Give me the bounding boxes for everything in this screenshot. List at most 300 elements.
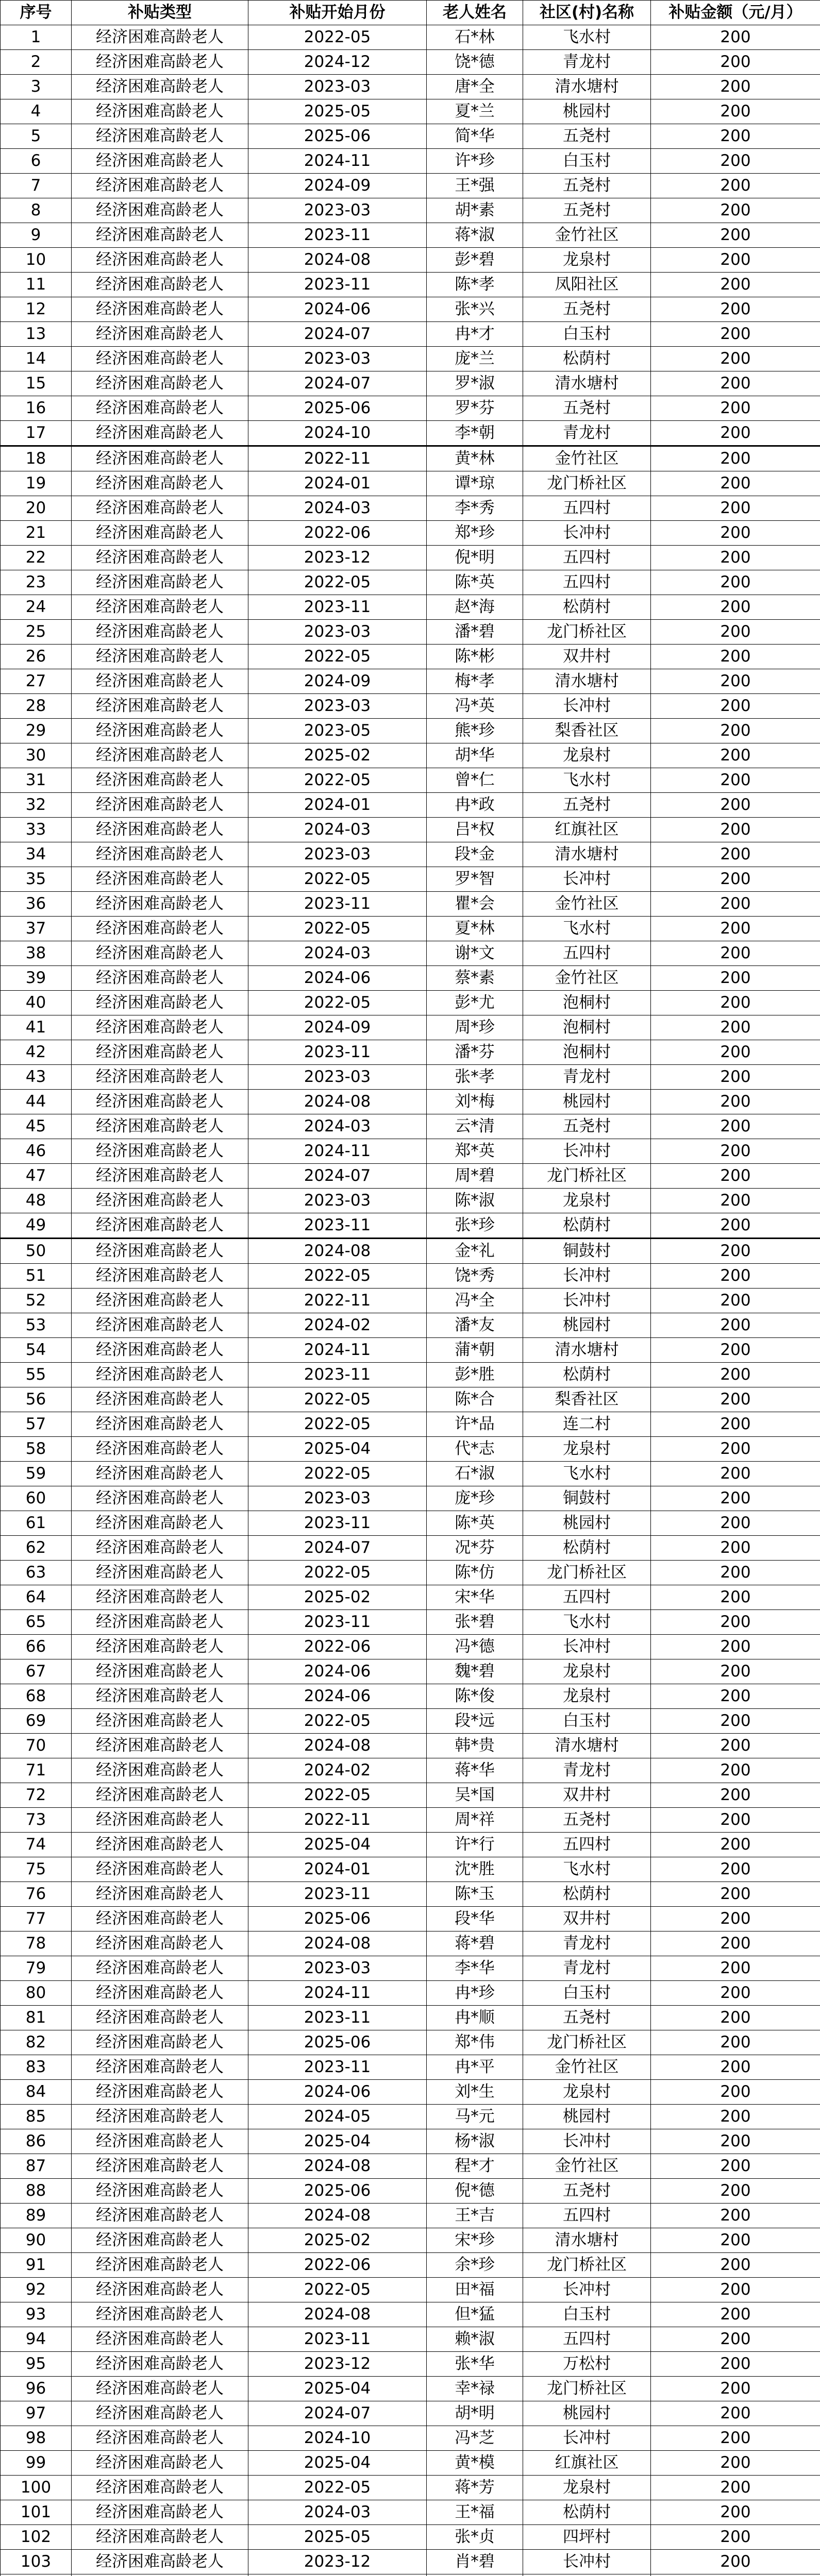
cell-serial-number: 52 <box>1 1289 72 1313</box>
table-row <box>1 793 820 818</box>
cell-subsidy-type: 经济困难高龄老人 <box>72 1015 248 1040</box>
cell-serial-number: 68 <box>1 1684 72 1709</box>
table-row <box>1 892 820 917</box>
header-serial-number: 序号 <box>1 1 72 25</box>
table-row <box>1 446 820 471</box>
cell-elder-name: 陈*英 <box>427 570 523 595</box>
table-row <box>1 1536 820 1561</box>
cell-start-month: 2023-03 <box>248 1486 427 1511</box>
cell-start-month: 2023-11 <box>248 595 427 620</box>
cell-subsidy-amount: 200 <box>651 1239 820 1264</box>
cell-subsidy-amount: 200 <box>651 2550 820 2574</box>
cell-subsidy-amount: 200 <box>651 198 820 223</box>
cell-community-name: 长冲村 <box>523 2426 651 2451</box>
cell-subsidy-type: 经济困难高龄老人 <box>72 1114 248 1139</box>
cell-serial-number: 87 <box>1 2154 72 2179</box>
table-row <box>1 198 820 223</box>
cell-subsidy-amount: 200 <box>651 521 820 546</box>
cell-elder-name: 刘*生 <box>427 2080 523 2105</box>
cell-community-name: 金竹社区 <box>523 966 651 991</box>
cell-subsidy-amount: 200 <box>651 546 820 570</box>
cell-serial-number: 73 <box>1 1808 72 1833</box>
cell-serial-number: 43 <box>1 1065 72 1090</box>
cell-community-name: 长冲村 <box>523 1289 651 1313</box>
cell-elder-name: 张*碧 <box>427 1610 523 1635</box>
table-row <box>1 1139 820 1164</box>
cell-serial-number: 78 <box>1 1931 72 1956</box>
cell-subsidy-amount: 200 <box>651 1387 820 1412</box>
cell-start-month: 2022-05 <box>248 768 427 793</box>
cell-serial-number: 75 <box>1 1857 72 1882</box>
cell-elder-name: 王*吉 <box>427 2204 523 2228</box>
cell-serial-number: 36 <box>1 892 72 917</box>
cell-elder-name: 彭*碧 <box>427 248 523 273</box>
cell-elder-name: 唐*全 <box>427 75 523 99</box>
cell-subsidy-type: 经济困难高龄老人 <box>72 1437 248 1462</box>
cell-community-name: 长冲村 <box>523 2550 651 2574</box>
cell-serial-number: 67 <box>1 1659 72 1684</box>
cell-start-month: 2023-11 <box>248 1213 427 1239</box>
cell-subsidy-type: 经济困难高龄老人 <box>72 25 248 50</box>
cell-elder-name: 李*朝 <box>427 421 523 446</box>
cell-subsidy-type: 经济困难高龄老人 <box>72 1857 248 1882</box>
cell-serial-number: 7 <box>1 174 72 198</box>
cell-elder-name: 赵*海 <box>427 595 523 620</box>
cell-start-month: 2022-05 <box>248 2476 427 2500</box>
cell-subsidy-type: 经济困难高龄老人 <box>72 446 248 471</box>
cell-subsidy-type: 经济困难高龄老人 <box>72 941 248 966</box>
cell-start-month: 2022-11 <box>248 446 427 471</box>
cell-elder-name: 石*淑 <box>427 1462 523 1486</box>
table-row <box>1 496 820 521</box>
cell-start-month: 2022-05 <box>248 25 427 50</box>
cell-start-month: 2024-11 <box>248 1981 427 2006</box>
cell-serial-number: 101 <box>1 2500 72 2525</box>
cell-subsidy-amount: 200 <box>651 1090 820 1114</box>
cell-start-month: 2025-06 <box>248 124 427 149</box>
table-row <box>1 1610 820 1635</box>
cell-serial-number <box>1 2574 72 2576</box>
cell-elder-name: 瞿*会 <box>427 892 523 917</box>
cell-subsidy-type: 经济困难高龄老人 <box>72 1783 248 1808</box>
cell-serial-number: 79 <box>1 1956 72 1981</box>
cell-subsidy-amount: 200 <box>651 2278 820 2302</box>
table-row <box>1 1585 820 1610</box>
cell-serial-number: 90 <box>1 2228 72 2253</box>
cell-start-month: 2025-04 <box>248 2129 427 2154</box>
cell-start-month: 2023-11 <box>248 1040 427 1065</box>
cell-subsidy-type: 经济困难高龄老人 <box>72 1833 248 1857</box>
cell-subsidy-amount: 200 <box>651 1363 820 1387</box>
cell-community-name: 金竹社区 <box>523 446 651 471</box>
cell-subsidy-amount: 200 <box>651 75 820 99</box>
cell-serial-number: 59 <box>1 1462 72 1486</box>
cell-serial-number: 65 <box>1 1610 72 1635</box>
table-row <box>1 1065 820 1090</box>
cell-start-month: 2022-05 <box>248 1412 427 1437</box>
table-row <box>1 2476 820 2500</box>
cell-start-month: 2022-05 <box>248 917 427 941</box>
cell-start-month: 2023-12 <box>248 546 427 570</box>
cell-serial-number: 76 <box>1 1882 72 1907</box>
table-row <box>1 669 820 694</box>
cell-community-name: 飞水村 <box>523 1610 651 1635</box>
cell-start-month: 2022-05 <box>248 1387 427 1412</box>
cell-start-month: 2023-03 <box>248 620 427 645</box>
table-row <box>1 1659 820 1684</box>
cell-subsidy-type: 经济困难高龄老人 <box>72 2204 248 2228</box>
cell-start-month: 2025-04 <box>248 1437 427 1462</box>
cell-start-month: 2025-06 <box>248 2179 427 2204</box>
cell-community-name: 长冲村 <box>523 1264 651 1289</box>
cell-subsidy-amount: 200 <box>651 297 820 322</box>
cell-subsidy-amount: 200 <box>651 2426 820 2451</box>
cell-start-month: 2024-03 <box>248 818 427 842</box>
cell-start-month: 2024-11 <box>248 149 427 174</box>
table-row <box>1 50 820 75</box>
cell-subsidy-amount: 200 <box>651 1635 820 1659</box>
table-row <box>1 620 820 645</box>
cell-community-name: 青龙村 <box>523 1758 651 1783</box>
table-row <box>1 1635 820 1659</box>
cell-community-name: 五四村 <box>523 941 651 966</box>
table-row <box>1 297 820 322</box>
cell-serial-number: 38 <box>1 941 72 966</box>
table-row <box>1 1857 820 1882</box>
table-row <box>1 2401 820 2426</box>
cell-subsidy-amount: 200 <box>651 223 820 248</box>
cell-start-month: 2022-05 <box>248 645 427 669</box>
cell-subsidy-amount: 200 <box>651 2154 820 2179</box>
cell-subsidy-amount: 200 <box>651 471 820 496</box>
cell-community-name: 长冲村 <box>523 2129 651 2154</box>
cell-serial-number: 88 <box>1 2179 72 2204</box>
cell-subsidy-amount: 200 <box>651 669 820 694</box>
cell-serial-number: 27 <box>1 669 72 694</box>
cell-community-name: 飞水村 <box>523 1857 651 1882</box>
cell-community-name: 龙泉村 <box>523 743 651 768</box>
cell-elder-name: 潘*碧 <box>427 620 523 645</box>
cell-elder-name: 冉*平 <box>427 2055 523 2080</box>
cell-start-month: 2024-02 <box>248 1758 427 1783</box>
cell-community-name: 桃园村 <box>523 1511 651 1536</box>
cell-community-name: 松荫村 <box>523 1536 651 1561</box>
cell-serial-number: 21 <box>1 521 72 546</box>
cell-elder-name: 冉*才 <box>427 322 523 347</box>
table-row <box>1 2451 820 2476</box>
table-row <box>1 2302 820 2327</box>
cell-subsidy-type: 经济困难高龄老人 <box>72 2154 248 2179</box>
cell-community-name: 松荫村 <box>523 595 651 620</box>
cell-elder-name: 余*珍 <box>427 2253 523 2278</box>
table-row <box>1 1437 820 1462</box>
cell-subsidy-type: 经济困难高龄老人 <box>72 1264 248 1289</box>
cell-serial-number: 44 <box>1 1090 72 1114</box>
cell-subsidy-amount: 200 <box>651 2377 820 2401</box>
cell-subsidy-type: 经济困难高龄老人 <box>72 1931 248 1956</box>
cell-subsidy-type: 经济困难高龄老人 <box>72 1313 248 1338</box>
cell-subsidy-type: 经济困难高龄老人 <box>72 1610 248 1635</box>
cell-start-month: 2025-06 <box>248 2030 427 2055</box>
cell-serial-number: 42 <box>1 1040 72 1065</box>
cell-serial-number: 6 <box>1 149 72 174</box>
cell-community-name: 金竹社区 <box>523 223 651 248</box>
cell-community-name: 五尧村 <box>523 793 651 818</box>
cell-subsidy-amount: 200 <box>651 1164 820 1189</box>
cell-subsidy-type: 经济困难高龄老人 <box>72 694 248 719</box>
cell-subsidy-amount: 200 <box>651 1907 820 1931</box>
cell-start-month: 2023-03 <box>248 1189 427 1213</box>
cell-serial-number: 37 <box>1 917 72 941</box>
cell-subsidy-amount: 200 <box>651 1338 820 1363</box>
table-row <box>1 1709 820 1734</box>
cell-elder-name: 吴*国 <box>427 1783 523 1808</box>
cell-subsidy-amount: 200 <box>651 570 820 595</box>
cell-subsidy-amount: 200 <box>651 2327 820 2352</box>
cell-elder-name <box>427 2574 523 2576</box>
cell-subsidy-type: 经济困难高龄老人 <box>72 496 248 521</box>
cell-subsidy-amount: 200 <box>651 149 820 174</box>
cell-subsidy-amount: 200 <box>651 1561 820 1585</box>
table-row <box>1 25 820 50</box>
cell-elder-name: 张*珍 <box>427 1213 523 1239</box>
cell-elder-name: 吕*权 <box>427 818 523 842</box>
cell-subsidy-amount: 200 <box>651 2352 820 2377</box>
cell-start-month: 2024-11 <box>248 1139 427 1164</box>
cell-start-month: 2023-03 <box>248 1956 427 1981</box>
table-row <box>1 1956 820 1981</box>
cell-subsidy-type: 经济困难高龄老人 <box>72 2228 248 2253</box>
table-row <box>1 1981 820 2006</box>
cell-serial-number: 49 <box>1 1213 72 1239</box>
cell-elder-name: 云*清 <box>427 1114 523 1139</box>
cell-start-month: 2024-06 <box>248 1684 427 1709</box>
cell-serial-number: 15 <box>1 371 72 396</box>
cell-subsidy-type: 经济困难高龄老人 <box>72 1907 248 1931</box>
table-row <box>1 1114 820 1139</box>
cell-start-month: 2024-08 <box>248 1090 427 1114</box>
cell-start-month: 2022-05 <box>248 867 427 892</box>
cell-serial-number: 18 <box>1 446 72 471</box>
cell-subsidy-type: 经济困难高龄老人 <box>72 867 248 892</box>
cell-serial-number: 92 <box>1 2278 72 2302</box>
cell-serial-number: 30 <box>1 743 72 768</box>
cell-subsidy-type: 经济困难高龄老人 <box>72 2055 248 2080</box>
cell-serial-number: 93 <box>1 2302 72 2327</box>
cell-community-name: 龙门桥社区 <box>523 1561 651 1585</box>
cell-start-month: 2024-08 <box>248 1931 427 1956</box>
cell-subsidy-type: 经济困难高龄老人 <box>72 471 248 496</box>
cell-elder-name: 熊*珍 <box>427 719 523 743</box>
cell-serial-number: 23 <box>1 570 72 595</box>
cell-subsidy-type: 经济困难高龄老人 <box>72 2426 248 2451</box>
cell-community-name: 五四村 <box>523 546 651 570</box>
table-row <box>1 1808 820 1833</box>
cell-start-month: 2024-08 <box>248 2204 427 2228</box>
cell-start-month: 2024-10 <box>248 421 427 446</box>
table-row <box>1 1412 820 1437</box>
cell-subsidy-amount: 200 <box>651 2525 820 2550</box>
cell-community-name: 五尧村 <box>523 1114 651 1139</box>
cell-subsidy-amount: 200 <box>651 2451 820 2476</box>
cell-serial-number: 16 <box>1 396 72 421</box>
cell-serial-number: 22 <box>1 546 72 570</box>
cell-elder-name: 许*品 <box>427 1412 523 1437</box>
cell-subsidy-type: 经济困难高龄老人 <box>72 396 248 421</box>
cell-community-name: 桃园村 <box>523 2401 651 2426</box>
cell-community-name: 青龙村 <box>523 50 651 75</box>
cell-subsidy-type: 经济困难高龄老人 <box>72 198 248 223</box>
cell-subsidy-amount: 200 <box>651 2401 820 2426</box>
cell-start-month: 2024-08 <box>248 248 427 273</box>
cell-start-month: 2022-11 <box>248 1808 427 1833</box>
cell-subsidy-amount: 200 <box>651 1437 820 1462</box>
cell-serial-number: 47 <box>1 1164 72 1189</box>
cell-subsidy-amount: 200 <box>651 371 820 396</box>
cell-elder-name: 肖*碧 <box>427 2550 523 2574</box>
cell-serial-number: 26 <box>1 645 72 669</box>
cell-community-name: 金竹社区 <box>523 2055 651 2080</box>
cell-start-month: 2025-06 <box>248 396 427 421</box>
cell-subsidy-amount: 200 <box>651 768 820 793</box>
cell-elder-name: 陈*孝 <box>427 273 523 297</box>
cell-community-name: 双井村 <box>523 1907 651 1931</box>
cell-subsidy-amount: 200 <box>651 2006 820 2030</box>
cell-elder-name: 陈*合 <box>427 1387 523 1412</box>
cell-start-month: 2022-05 <box>248 1783 427 1808</box>
cell-elder-name: 谢*文 <box>427 941 523 966</box>
cell-start-month: 2023-03 <box>248 75 427 99</box>
cell-elder-name: 夏*兰 <box>427 99 523 124</box>
cell-subsidy-type: 经济困难高龄老人 <box>72 768 248 793</box>
table-row <box>1 1090 820 1114</box>
cell-elder-name: 但*猛 <box>427 2302 523 2327</box>
cell-subsidy-amount: 200 <box>651 867 820 892</box>
cell-community-name: 五尧村 <box>523 396 651 421</box>
table-row <box>1 1313 820 1338</box>
cell-community-name: 青龙村 <box>523 1931 651 1956</box>
cell-serial-number: 86 <box>1 2129 72 2154</box>
cell-community-name: 龙泉村 <box>523 2080 651 2105</box>
cell-subsidy-amount: 200 <box>651 1833 820 1857</box>
cell-subsidy-type: 经济困难高龄老人 <box>72 371 248 396</box>
table-row <box>1 941 820 966</box>
cell-start-month: 2025-04 <box>248 1833 427 1857</box>
cell-start-month: 2024-05 <box>248 2105 427 2129</box>
cell-community-name: 龙门桥社区 <box>523 2030 651 2055</box>
cell-community-name: 龙泉村 <box>523 1659 651 1684</box>
cell-subsidy-amount: 200 <box>651 396 820 421</box>
cell-subsidy-amount <box>651 2574 820 2576</box>
cell-subsidy-type: 经济困难高龄老人 <box>72 1338 248 1363</box>
cell-start-month: 2022-05 <box>248 2278 427 2302</box>
cell-subsidy-type: 经济困难高龄老人 <box>72 1709 248 1734</box>
cell-elder-name: 彭*胜 <box>427 1363 523 1387</box>
cell-elder-name: 罗*智 <box>427 867 523 892</box>
cell-subsidy-amount: 200 <box>651 1015 820 1040</box>
cell-serial-number: 89 <box>1 2204 72 2228</box>
cell-subsidy-type: 经济困难高龄老人 <box>72 99 248 124</box>
cell-start-month: 2024-10 <box>248 2426 427 2451</box>
table-body <box>1 25 820 2576</box>
cell-subsidy-type: 经济困难高龄老人 <box>72 818 248 842</box>
cell-elder-name: 庞*兰 <box>427 347 523 371</box>
table-row <box>1 867 820 892</box>
cell-start-month: 2024-09 <box>248 174 427 198</box>
header-subsidy-amount: 补贴金额（元/月） <box>651 1 820 25</box>
table-row <box>1 1239 820 1264</box>
table-row <box>1 2574 820 2576</box>
table-row <box>1 1040 820 1065</box>
cell-community-name: 飞水村 <box>523 25 651 50</box>
cell-start-month: 2025-02 <box>248 1585 427 1610</box>
cell-community-name: 红旗社区 <box>523 2451 651 2476</box>
cell-elder-name: 郑*英 <box>427 1139 523 1164</box>
cell-start-month: 2023-11 <box>248 1610 427 1635</box>
cell-subsidy-type: 经济困难高龄老人 <box>72 1808 248 1833</box>
cell-start-month: 2023-11 <box>248 223 427 248</box>
cell-elder-name: 倪*德 <box>427 2179 523 2204</box>
table-row <box>1 223 820 248</box>
table-row <box>1 75 820 99</box>
cell-elder-name: 冯*芝 <box>427 2426 523 2451</box>
cell-subsidy-amount: 200 <box>651 1511 820 1536</box>
cell-subsidy-amount: 200 <box>651 1758 820 1783</box>
header-community-name: 社区(村)名称 <box>523 1 651 25</box>
cell-subsidy-type: 经济困难高龄老人 <box>72 322 248 347</box>
cell-subsidy-amount: 200 <box>651 1882 820 1907</box>
cell-start-month: 2025-04 <box>248 2377 427 2401</box>
cell-community-name: 青龙村 <box>523 1956 651 1981</box>
cell-serial-number: 56 <box>1 1387 72 1412</box>
header-start-month: 补贴开始月份 <box>248 1 427 25</box>
cell-start-month: 2023-03 <box>248 347 427 371</box>
cell-community-name: 白玉村 <box>523 322 651 347</box>
cell-serial-number: 12 <box>1 297 72 322</box>
cell-community-name: 四坪村 <box>523 2525 651 2550</box>
cell-community-name: 五四村 <box>523 496 651 521</box>
cell-subsidy-amount: 200 <box>651 620 820 645</box>
cell-serial-number: 33 <box>1 818 72 842</box>
cell-start-month: 2024-03 <box>248 941 427 966</box>
cell-subsidy-amount: 200 <box>651 2080 820 2105</box>
cell-start-month: 2022-06 <box>248 2253 427 2278</box>
cell-subsidy-amount: 200 <box>651 941 820 966</box>
cell-start-month: 2023-11 <box>248 2327 427 2352</box>
table-row <box>1 1338 820 1363</box>
cell-community-name: 龙泉村 <box>523 1189 651 1213</box>
cell-serial-number: 13 <box>1 322 72 347</box>
cell-community-name: 红旗社区 <box>523 818 651 842</box>
cell-serial-number: 96 <box>1 2377 72 2401</box>
cell-subsidy-amount: 200 <box>651 99 820 124</box>
table-row <box>1 2377 820 2401</box>
table-row <box>1 2129 820 2154</box>
table-row <box>1 768 820 793</box>
cell-serial-number: 4 <box>1 99 72 124</box>
cell-subsidy-type: 经济困难高龄老人 <box>72 50 248 75</box>
cell-subsidy-type: 经济困难高龄老人 <box>72 1659 248 1684</box>
cell-start-month: 2024-06 <box>248 966 427 991</box>
cell-subsidy-type: 经济困难高龄老人 <box>72 2377 248 2401</box>
cell-start-month: 2024-07 <box>248 2401 427 2426</box>
cell-elder-name: 梅*孝 <box>427 669 523 694</box>
cell-start-month: 2025-05 <box>248 99 427 124</box>
cell-serial-number: 3 <box>1 75 72 99</box>
cell-elder-name: 胡*素 <box>427 198 523 223</box>
cell-elder-name: 饶*秀 <box>427 1264 523 1289</box>
cell-subsidy-amount: 200 <box>651 2204 820 2228</box>
